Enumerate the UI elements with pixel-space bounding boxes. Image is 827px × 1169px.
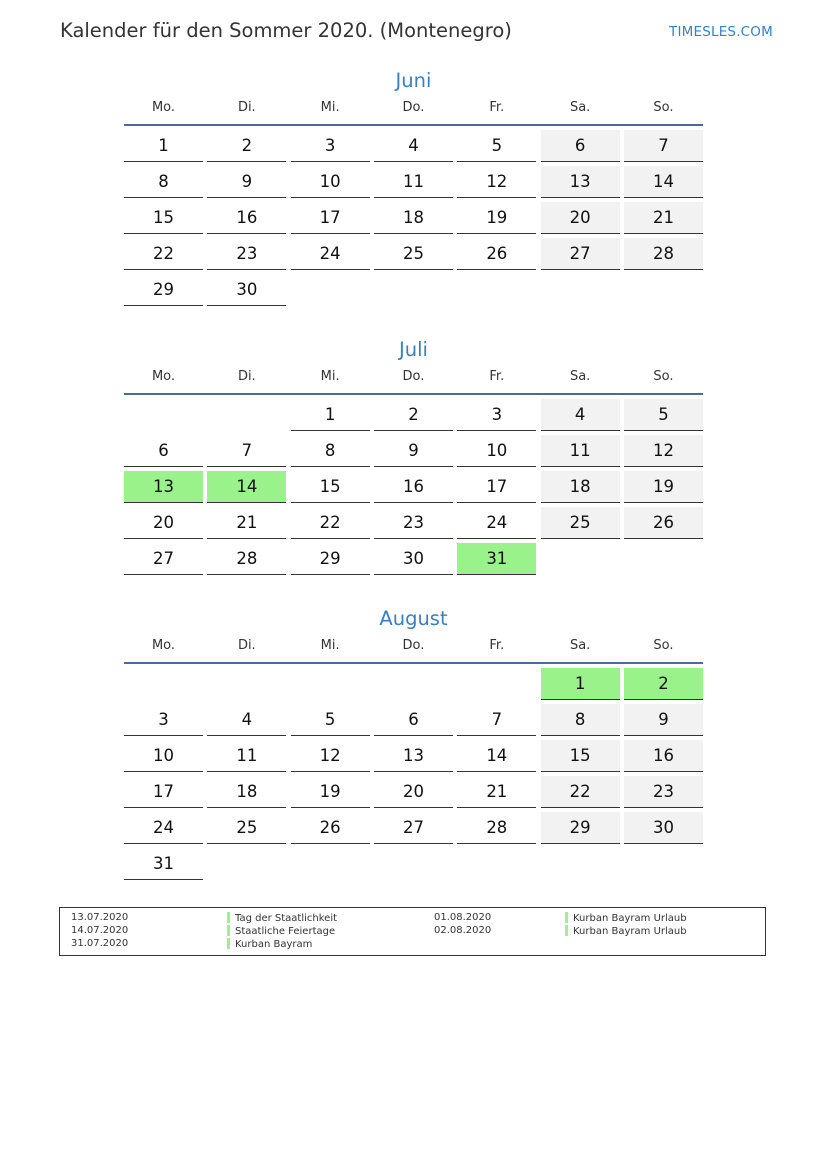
day-cell: 16 xyxy=(207,202,286,234)
day-cell: 31 xyxy=(457,543,536,575)
empty-cell xyxy=(374,668,453,700)
holiday-color-marker xyxy=(565,912,568,923)
site-link[interactable]: TIMESLES.COM xyxy=(669,24,773,40)
day-cell: 25 xyxy=(207,812,286,844)
day-cell: 6 xyxy=(124,435,203,467)
legend-date: 13.07.2020 xyxy=(71,912,129,923)
day-cell: 5 xyxy=(291,704,370,736)
weekday-label: Di. xyxy=(237,100,256,115)
day-cell: 28 xyxy=(207,543,286,575)
legend-holiday-name xyxy=(227,938,312,951)
day-cell: 3 xyxy=(124,704,203,736)
day-cell: 19 xyxy=(457,202,536,234)
day-cell: 22 xyxy=(291,507,370,539)
day-cell: 1 xyxy=(541,668,620,700)
day-cell: 8 xyxy=(124,166,203,198)
empty-cell xyxy=(457,668,536,700)
legend-holiday-name xyxy=(227,925,335,938)
day-cell: 30 xyxy=(374,543,453,575)
holiday-color-marker xyxy=(565,925,568,936)
day-cell: 4 xyxy=(374,130,453,162)
day-cell: 2 xyxy=(374,399,453,431)
day-cell: 12 xyxy=(624,435,703,467)
weekday-label: Mi. xyxy=(320,100,340,115)
legend-date: 01.08.2020 xyxy=(434,912,492,923)
day-cell: 9 xyxy=(207,166,286,198)
holiday-color-marker xyxy=(227,912,230,923)
day-cell: 22 xyxy=(124,238,203,270)
legend-holiday-label: Staatliche Feiertage xyxy=(235,925,336,937)
month-juni xyxy=(124,68,703,306)
legend-holiday-label: Tag der Staatlichkeit xyxy=(235,913,338,924)
day-cell: 5 xyxy=(457,130,536,162)
day-cell: 22 xyxy=(541,776,620,808)
day-cell: 14 xyxy=(457,740,536,772)
month-title: Juni xyxy=(395,69,432,92)
month-title: August xyxy=(379,607,448,630)
day-cell: 21 xyxy=(457,776,536,808)
days-grid xyxy=(124,668,703,880)
weekday-label: Di. xyxy=(237,638,256,653)
day-cell: 16 xyxy=(374,471,453,503)
day-cell: 10 xyxy=(291,166,370,198)
day-cell: 15 xyxy=(291,471,370,503)
days-grid xyxy=(124,130,703,306)
month-august xyxy=(124,606,703,880)
day-cell: 18 xyxy=(541,471,620,503)
day-cell: 10 xyxy=(457,435,536,467)
day-cell: 29 xyxy=(291,543,370,575)
day-cell: 3 xyxy=(457,399,536,431)
weekday-label: Di. xyxy=(237,369,256,384)
legend-date: 02.08.2020 xyxy=(434,924,492,936)
day-cell: 23 xyxy=(374,507,453,539)
weekday-label: Mo. xyxy=(151,638,176,653)
day-cell: 25 xyxy=(541,507,620,539)
weekday-label: Sa. xyxy=(569,369,591,384)
day-cell: 19 xyxy=(624,471,703,503)
day-cell: 30 xyxy=(207,274,286,306)
day-cell: 18 xyxy=(207,776,286,808)
weekday-label: Fr. xyxy=(489,100,505,115)
day-cell: 25 xyxy=(374,238,453,270)
weekday-header xyxy=(124,636,703,660)
day-cell: 17 xyxy=(457,471,536,503)
day-cell: 1 xyxy=(124,130,203,162)
weekday-label: Fr. xyxy=(489,638,505,653)
day-cell: 6 xyxy=(374,704,453,736)
day-cell: 17 xyxy=(291,202,370,234)
day-cell: 18 xyxy=(374,202,453,234)
day-cell: 8 xyxy=(541,704,620,736)
weekday-label: Sa. xyxy=(569,100,591,115)
weekday-label: Do. xyxy=(402,100,425,115)
weekday-label: So. xyxy=(653,369,674,384)
holiday-color-marker xyxy=(227,938,230,949)
day-cell: 28 xyxy=(457,812,536,844)
day-cell: 9 xyxy=(624,704,703,736)
legend-holiday-name xyxy=(227,912,337,925)
day-cell: 11 xyxy=(207,740,286,772)
empty-cell xyxy=(291,668,370,700)
day-cell: 13 xyxy=(374,740,453,772)
legend-date: 14.07.2020 xyxy=(71,924,129,936)
day-cell: 27 xyxy=(374,812,453,844)
day-cell: 16 xyxy=(624,740,703,772)
day-cell: 6 xyxy=(541,130,620,162)
weekday-label: Mo. xyxy=(151,100,176,115)
month-divider xyxy=(124,393,703,395)
day-cell: 1 xyxy=(291,399,370,431)
day-cell: 13 xyxy=(541,166,620,198)
weekday-header xyxy=(124,367,703,391)
day-cell: 14 xyxy=(624,166,703,198)
page-title: Kalender für den Sommer 2020. (Montenegro) xyxy=(60,19,512,42)
day-cell: 20 xyxy=(124,507,203,539)
day-cell: 12 xyxy=(291,740,370,772)
day-cell: 11 xyxy=(374,166,453,198)
legend-holiday-label: Kurban Bayram Urlaub xyxy=(573,913,687,924)
day-cell: 15 xyxy=(541,740,620,772)
empty-cell xyxy=(124,668,203,700)
day-cell: 7 xyxy=(624,130,703,162)
day-cell: 29 xyxy=(541,812,620,844)
day-cell: 7 xyxy=(457,704,536,736)
day-cell: 24 xyxy=(457,507,536,539)
day-cell: 19 xyxy=(291,776,370,808)
day-cell: 20 xyxy=(541,202,620,234)
legend-holiday-label: Kurban Bayram Urlaub xyxy=(573,925,687,937)
day-cell: 14 xyxy=(207,471,286,503)
day-cell: 8 xyxy=(291,435,370,467)
days-grid xyxy=(124,399,703,575)
day-cell: 24 xyxy=(124,812,203,844)
day-cell: 28 xyxy=(624,238,703,270)
month-juli xyxy=(124,337,703,575)
holiday-legend xyxy=(59,907,766,956)
day-cell: 13 xyxy=(124,471,203,503)
weekday-label: So. xyxy=(653,638,674,653)
day-cell: 10 xyxy=(124,740,203,772)
day-cell: 21 xyxy=(207,507,286,539)
day-cell: 27 xyxy=(541,238,620,270)
day-cell: 7 xyxy=(207,435,286,467)
month-title: Juli xyxy=(399,338,428,361)
day-cell: 29 xyxy=(124,274,203,306)
day-cell: 4 xyxy=(207,704,286,736)
day-cell: 30 xyxy=(624,812,703,844)
legend-date: 31.07.2020 xyxy=(71,937,129,949)
legend-holiday-name xyxy=(565,925,687,938)
weekday-label: Do. xyxy=(402,638,425,653)
weekday-label: Fr. xyxy=(489,369,505,384)
weekday-label: Mi. xyxy=(320,369,340,384)
holiday-color-marker xyxy=(227,925,230,936)
day-cell: 12 xyxy=(457,166,536,198)
day-cell: 11 xyxy=(541,435,620,467)
month-divider xyxy=(124,662,703,664)
month-divider xyxy=(124,124,703,126)
day-cell: 23 xyxy=(207,238,286,270)
day-cell: 2 xyxy=(207,130,286,162)
day-cell: 26 xyxy=(457,238,536,270)
day-cell: 3 xyxy=(291,130,370,162)
day-cell: 21 xyxy=(624,202,703,234)
weekday-header xyxy=(124,98,703,122)
day-cell: 24 xyxy=(291,238,370,270)
day-cell: 27 xyxy=(124,543,203,575)
weekday-label: Mi. xyxy=(320,638,340,653)
day-cell: 9 xyxy=(374,435,453,467)
empty-cell xyxy=(124,399,203,431)
day-cell: 26 xyxy=(624,507,703,539)
day-cell: 17 xyxy=(124,776,203,808)
weekday-label: Sa. xyxy=(569,638,591,653)
day-cell: 31 xyxy=(124,848,203,880)
legend-holiday-name xyxy=(565,912,687,925)
day-cell: 20 xyxy=(374,776,453,808)
day-cell: 2 xyxy=(624,668,703,700)
day-cell: 23 xyxy=(624,776,703,808)
empty-cell xyxy=(207,399,286,431)
day-cell: 26 xyxy=(291,812,370,844)
day-cell: 4 xyxy=(541,399,620,431)
legend-holiday-label: Kurban Bayram xyxy=(235,938,313,950)
weekday-label: Mo. xyxy=(151,369,176,384)
weekday-label: Do. xyxy=(402,369,425,384)
empty-cell xyxy=(207,668,286,700)
weekday-label: So. xyxy=(653,100,674,115)
day-cell: 5 xyxy=(624,399,703,431)
day-cell: 15 xyxy=(124,202,203,234)
